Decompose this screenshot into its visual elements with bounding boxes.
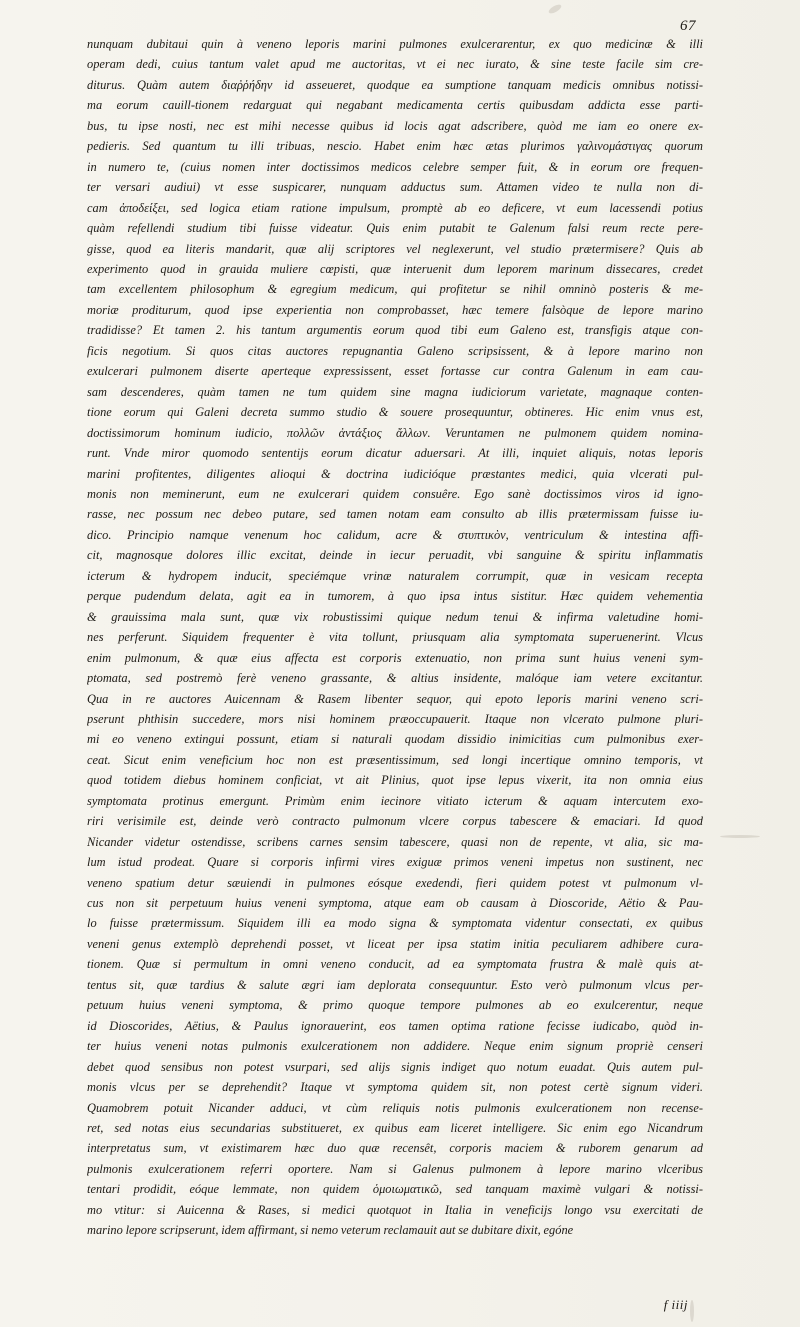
text-line: tam excellentem philosophum & egregium medicum, qui profitetur se nihil omninò posteris & me- — [87, 282, 703, 297]
text-line: petuum huius veneni symptoma, & primo quoque tempore pulmones ab eo exulcerentur, neque — [87, 998, 703, 1013]
pencil-mark-top — [547, 3, 562, 15]
text-line: operam dedi, cuius tantum valet apud me auctoritas, vt ei nec iurato, & sine teste facile sim cre- — [87, 57, 703, 72]
text-line: sam descenderes, quàm tamen ne tum quidem sine magna iudiciorum varietate, magnaque conten- — [87, 384, 703, 399]
text-line: cam ἀποδείξει, sed logica etiam ratione impulsum, promptè ab eo deficere, vt eum lacessendi potius — [87, 200, 703, 215]
text-line: interpretatus sum, vt existimarem hæc duo quæ recensêt, corporis maciem & ruborem genarum ad — [87, 1141, 703, 1156]
text-line: tionem. Quæ si permultum in omni veneno conducit, ad ea symptomata frustra & malè quis at- — [87, 957, 703, 972]
text-line: enim pulmonum, & quæ eius affecta est corporis extenuatio, non prima sunt huius veneni sym- — [87, 650, 703, 665]
text-line: lo fuisse prætermissum. Siquidem illi ea modo signa & symptomata videntur consectati, ex quibus — [87, 916, 703, 931]
text-line: Quamobrem potuit Nicander adduci, vt cùm reliquis notis pulmonis exulcerationem non recense- — [87, 1100, 703, 1115]
body-text — [87, 34, 703, 1241]
text-line: tentari prodidit, eóque lemmate, non quidem ὁμοιωματικῶ, sed tanquam maximè vulgari & notissi- — [87, 1182, 703, 1197]
text-line: tentus sit, quæ tardius & salute ægri iam deplorata consequuntur. Esto verò pulmonum vlcus per- — [87, 977, 703, 992]
text-line: icterum & hydropem inducit, speciémque vrinæ naturalem corrumpit, quæ in vesicam recepta — [87, 568, 703, 583]
text-line: dico. Principio namque venenum hoc calidum, acre & στυπτικὸν, ventriculum & intestina affi- — [87, 527, 703, 542]
pencil-mark-bottom — [690, 1300, 694, 1322]
text-line: cit, magnosque dolores illic excitat, deinde in iecur peruadit, vbi sanguine & spiritu inflammatis — [87, 548, 703, 563]
text-line: & grauissima mala sunt, quæ vix robustissimi quique nedum tenui & infirma valetudine homi- — [87, 609, 703, 624]
text-line: cus non sit perpetuum huius veneni symptoma, atque eam ob causam à Dioscoride, Aëtio & Pau- — [87, 896, 703, 911]
text-line: in numero te, (cuius nomen inter doctissimos medicos celebre semper fuit, & in eorum ore frequen- — [87, 159, 703, 174]
text-line: debet quod sensibus non potest vsurpari, sed alijs signis indiget quo notum euadat. Quis autem pul- — [87, 1059, 703, 1074]
text-line: ma eorum cauill-tionem redarguat qui negabant medicamenta certis quibusdam addicta esse parti- — [87, 98, 703, 113]
pencil-mark-margin — [720, 835, 760, 838]
text-line: pserunt phthisin succedere, mors nisi hominem præoccupauerit. Itaque non vlcerato pulmone pluri- — [87, 711, 703, 726]
text-line: nunquam dubitaui quin à veneno leporis marini pulmones exulcerarentur, ex quo medicinæ & illi — [87, 37, 703, 51]
signature-mark: f iiij — [663, 1297, 688, 1312]
text-line: id Dioscorides, Aëtius, & Paulus ignorauerint, eos tamen optima ratione fecisse iudicabo, quòd in- — [87, 1018, 703, 1033]
text-line: nes perferunt. Siquidem frequenter è vita tollunt, priusquam alia symptomata superuenerint. Vlcus — [87, 630, 703, 645]
text-line: bus, tu ipse nosti, nec est mihi necesse quibus id locis agat adscribere, quòd me iam eo onere ex- — [87, 118, 703, 133]
text-line: marino lepore scripserunt, idem affirmant, si nemo veterum reclamauit aut se dubitare dixit, egóne — [87, 1223, 574, 1238]
text-line: ret, sed notas eius secundarias substitueret, ex quibus eam liceret intelligere. Sic enim ego Nicandrum — [87, 1121, 703, 1136]
text-line: gisse, quod ea literis mandarit, quæ alij scriptores vel neglexerunt, vel studio prætermisere? Quis ab — [87, 241, 703, 256]
text-line: monis vlcus per se deprehendit? Itaque vt symptoma quidem sit, non potest certè signum videri. — [87, 1080, 703, 1095]
text-line: veneni genus extemplò deprehendi posset, vt liceat per ipsa statim initia peculiarem adhibere cura- — [87, 936, 703, 951]
text-line: perque pudendum delata, agit ea in tumorem, à quo ipsa intus sistitur. Hæc quidem vehementia — [87, 589, 703, 604]
text-line: mo vtitur: si Auicenna & Rases, si medici quotquot in Italia in veneficijs longo vsu exercitati de — [87, 1202, 703, 1217]
text-line: tradidisse? Et tamen 2. his tantum argumentis eorum quod tibi eum Galeno est, transfigis atque con- — [87, 323, 703, 338]
text-line: pulmonis exulcerationem referri oportere. Nam si Galenus pulmonem à lepore marino vlceribus — [87, 1161, 703, 1176]
text-line: ceat. Sicut enim veneficium hoc non est præsentissimum, sed longi incertique omnino temporis, vt — [87, 752, 703, 767]
text-line: experimento quod in grauida muliere cœpisti, quæ interuenit dum leporem marinum dissecares, credet — [87, 261, 703, 276]
text-line: lum istud prodeat. Quare si corporis infirmi vires exiguæ primos veneni impetus non sustinent, nec — [87, 855, 703, 870]
text-line: mi eo veneno extingui possunt, etiam si naturali quodam dissidio inimicitias cum pulmonibus exer- — [87, 732, 703, 747]
text-line: veneno spatium detur sæuiendi in pulmones eósque exedendi, fieri quidem potest vt pulmonum vl- — [87, 875, 703, 890]
text-line: riri verisimile est, deinde verò contracto pulmonum vlcere corpus tabescere & emaciari. Id quod — [87, 814, 703, 829]
text-line: monis non meminerunt, eum ne exulcerari quidem consuêre. Ego sanè doctissimos viros id igno- — [87, 486, 703, 501]
text-line: exulcerari pulmonem diserte aperteque expressissent, esset fortasse cur contra Galenum in eam cau- — [87, 364, 703, 379]
text-line: quod totidem diebus hominem conficiat, vt ait Plinius, quot ipse lepus vixerit, ita non omnia eius — [87, 773, 703, 788]
text-line: tione eorum qui Galeni decreta summo studio & souere prosequuntur, obtineres. Hic enim vnus est, — [87, 405, 703, 420]
text-line: ficis negotium. Si quos citas auctores repugnantia Galeno scripsissent, & à lepore marino non — [87, 343, 703, 358]
text-line: ter versari audiui) vt esse suspicarer, nunquam adductus sum. Attamen video te nulla non di- — [87, 180, 703, 195]
text-line: rasse, nec possum nec debeo putare, sed tamen notam eam consulto ab illis prætermissam fuisse iu- — [87, 507, 703, 522]
text-line: doctissimorum hominum iudicio, πολλῶν ἀντάξιος ἄλλων. Veruntamen ne pulmonem quidem nomina- — [87, 425, 703, 440]
text-line: diturus. Quàm autem διαῤῥήδην id asseueret, quodque ea sumptione tanquam medicis omnibus notissi- — [87, 77, 703, 92]
text-line: pedieris. Sed quantum tu illi tribuas, nescio. Habet enim hæc ætas plurimos γαλινομάστιγας quorum — [87, 139, 703, 154]
text-line: symptomata protinus emergunt. Primùm enim iecinore vitiato icterum & aquam intercutem exo- — [87, 793, 703, 808]
text-line: runt. Vnde miror quomodo sententijs eorum dicatur aduersari. At illi, inquiet aliquis, notas leporis — [87, 446, 703, 461]
text-line: quàm refellendi studium tibi fuisse videatur. Quis enim putabit te Galenum falsi reum recte pere- — [87, 221, 703, 236]
page-number: 67 — [680, 18, 696, 34]
text-line: ter huius veneni notas pulmonis exulcerationem non addidere. Neque enim signum propriè censeri — [87, 1039, 703, 1054]
text-line: ptomata, sed postremò ferè veneno grassante, & altius insidente, malóque iam vetere excitantur. — [87, 671, 703, 686]
text-line: moriæ proditurum, quod ipse experientia non comprobasset, hæc temere falsòque de lepore marino — [87, 302, 703, 317]
text-line: Qua in re auctores Auicennam & Rasem libenter sequor, qui epoto leporis marini veneno scri- — [87, 691, 703, 706]
text-line: marini profitentes, diligentes alioqui & doctrina iudicióque præstantes medici, quia vlcerati pul- — [87, 466, 703, 481]
text-line: Nicander videtur ostendisse, scribens carnes sensim tabescere, quasi non de repente, vt alia, sic ma- — [87, 834, 703, 849]
